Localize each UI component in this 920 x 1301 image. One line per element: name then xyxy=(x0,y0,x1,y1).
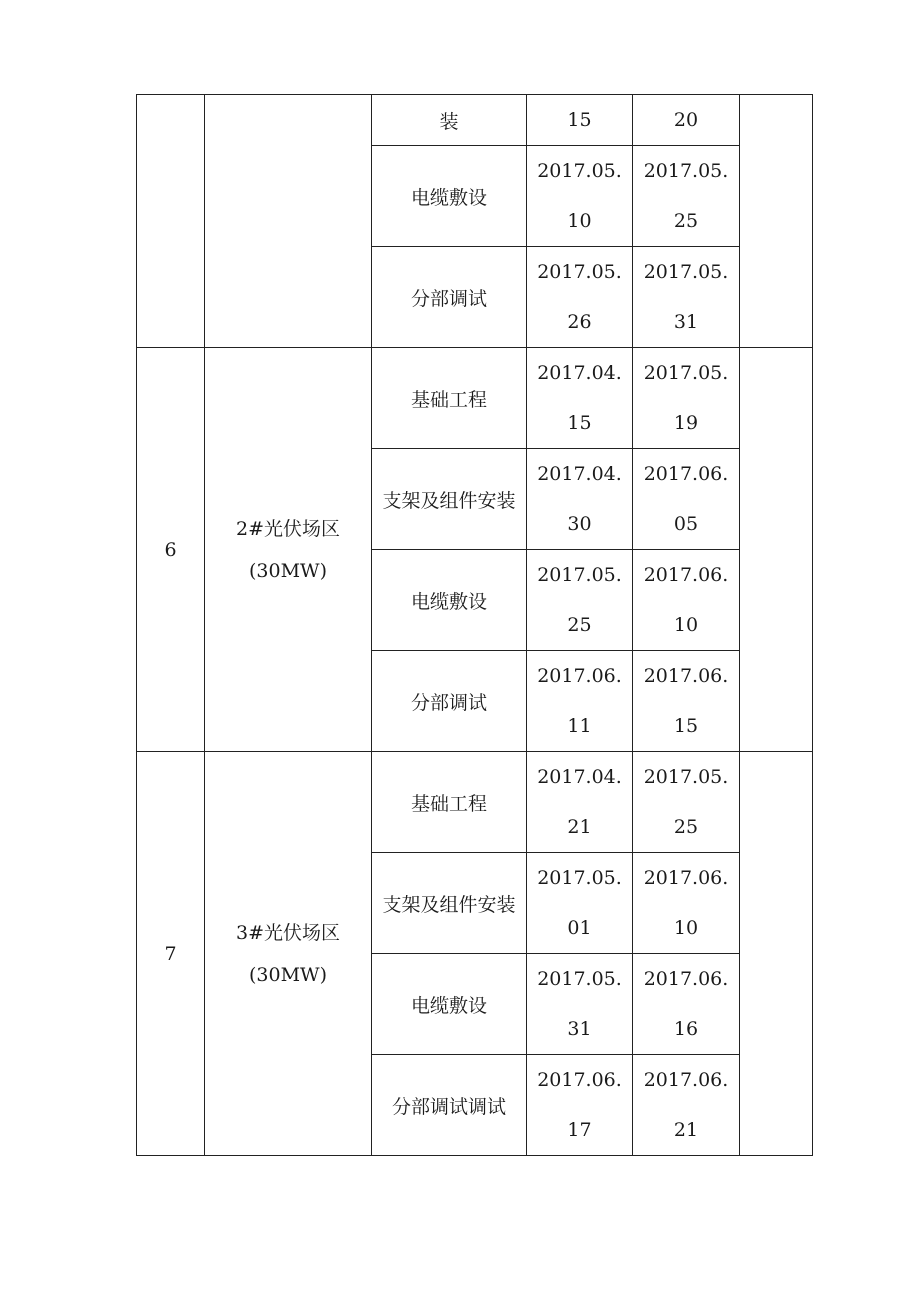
start-date-cell: 2017.06. 17 xyxy=(527,1055,633,1156)
end-date-cell: 2017.05. 25 xyxy=(633,146,740,247)
task-name-cell: 支架及组件安装 xyxy=(372,449,527,550)
start-date-cell: 2017.04. 30 xyxy=(527,449,633,550)
end-date-cell: 2017.06. 10 xyxy=(633,853,740,954)
remarks-cell xyxy=(740,752,813,1156)
end-date-cell: 2017.06. 05 xyxy=(633,449,740,550)
end-date-cell: 20 xyxy=(633,95,740,146)
start-date-cell: 2017.04. 21 xyxy=(527,752,633,853)
task-name-cell: 电缆敷设 xyxy=(372,954,527,1055)
item-number-cell: 7 xyxy=(137,752,205,1156)
task-name-cell: 基础工程 xyxy=(372,752,527,853)
end-date-cell: 2017.06. 15 xyxy=(633,651,740,752)
task-name-cell: 基础工程 xyxy=(372,348,527,449)
task-name-cell: 装 xyxy=(372,95,527,146)
construction-schedule-table xyxy=(136,94,813,1156)
end-date-cell: 2017.06. 21 xyxy=(633,1055,740,1156)
task-name-cell: 支架及组件安装 xyxy=(372,853,527,954)
area-cell: 3#光伏场区 (30MW) xyxy=(205,752,372,1156)
end-date-cell: 2017.06. 10 xyxy=(633,550,740,651)
start-date-cell: 2017.06. 11 xyxy=(527,651,633,752)
start-date-cell: 2017.05. 10 xyxy=(527,146,633,247)
end-date-cell: 2017.05. 25 xyxy=(633,752,740,853)
table-row xyxy=(137,348,813,449)
remarks-cell xyxy=(740,95,813,348)
area-cell xyxy=(205,95,372,348)
task-name-cell: 电缆敷设 xyxy=(372,550,527,651)
remarks-cell xyxy=(740,348,813,752)
item-number-cell: 6 xyxy=(137,348,205,752)
end-date-cell: 2017.05. 19 xyxy=(633,348,740,449)
start-date-cell: 2017.05. 01 xyxy=(527,853,633,954)
area-cell: 2#光伏场区 (30MW) xyxy=(205,348,372,752)
table-row xyxy=(137,95,813,146)
end-date-cell: 2017.05. 31 xyxy=(633,247,740,348)
start-date-cell: 2017.05. 26 xyxy=(527,247,633,348)
start-date-cell: 2017.05. 31 xyxy=(527,954,633,1055)
end-date-cell: 2017.06. 16 xyxy=(633,954,740,1055)
task-name-cell: 分部调试 xyxy=(372,247,527,348)
task-name-cell: 电缆敷设 xyxy=(372,146,527,247)
task-name-cell: 分部调试调试 xyxy=(372,1055,527,1156)
start-date-cell: 2017.05. 25 xyxy=(527,550,633,651)
task-name-cell: 分部调试 xyxy=(372,651,527,752)
start-date-cell: 15 xyxy=(527,95,633,146)
item-number-cell xyxy=(137,95,205,348)
table-row xyxy=(137,752,813,853)
start-date-cell: 2017.04. 15 xyxy=(527,348,633,449)
